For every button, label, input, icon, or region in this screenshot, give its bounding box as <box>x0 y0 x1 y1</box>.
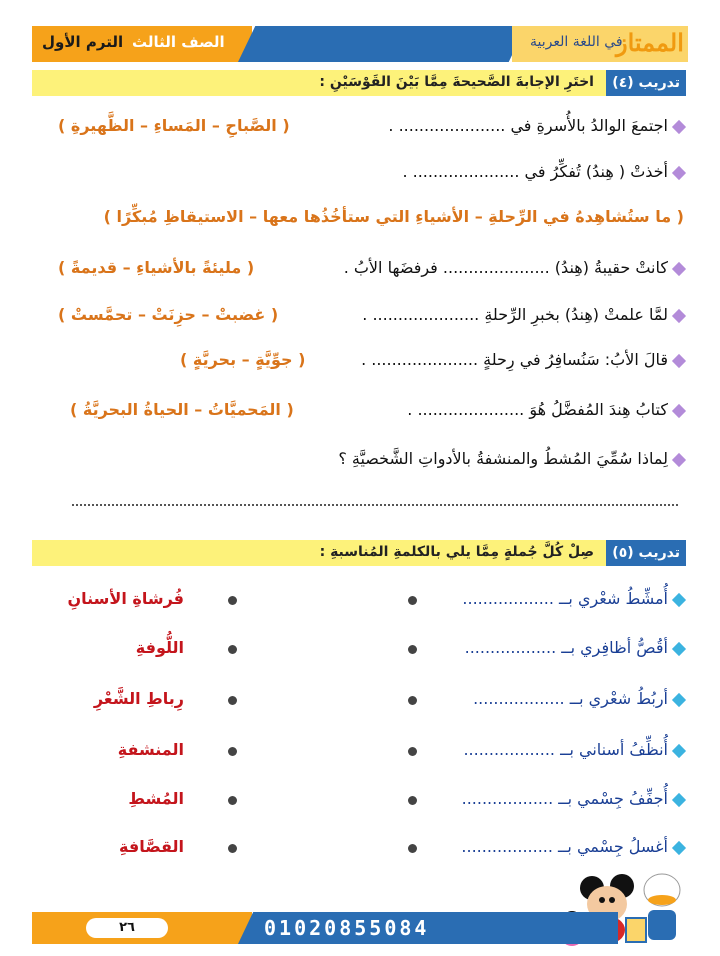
matching-sentence: أغسلُ جِسْمي بــ .................. <box>461 837 668 856</box>
answer-options: ( الصَّباحِ – المَساءِ – الظَّهيرةِ ) <box>58 116 290 135</box>
header-logo: الممتاز <box>616 28 684 57</box>
exercise4-item <box>30 447 684 475</box>
diamond-bullet-icon <box>672 120 686 134</box>
match-point[interactable] <box>408 696 417 705</box>
exercise5-tag: تدريب (٥) <box>606 540 686 566</box>
exercise4-item <box>30 114 684 142</box>
diamond-bullet-icon <box>672 404 686 418</box>
question-text: لمَّا علمتْ (هِندُ) بخبرِ الرِّحلةِ ..................... . <box>362 305 668 324</box>
match-point[interactable] <box>408 596 417 605</box>
diamond-bullet-icon <box>672 744 686 758</box>
matching-row <box>30 586 684 616</box>
diamond-bullet-icon <box>672 793 686 807</box>
header-subject: في اللغة العربية <box>530 34 623 50</box>
match-point[interactable] <box>228 596 237 605</box>
matching-answer: المنشفةِ <box>117 740 184 759</box>
matching-sentence: أُنظِّفُ أسناني بــ .................. <box>463 740 668 759</box>
exercise5-title: صِلْ كُلَّ جُملةٍ مِمَّا يلي بالكلمةِ المُناسبةِ : <box>319 544 594 560</box>
matching-sentence: أُجفِّفُ جِسْمي بــ .................. <box>461 789 668 808</box>
question-text: كتابُ هِندَ المُفضَّلُ هُوَ ..................... . <box>407 400 668 419</box>
exercise4-item <box>30 303 684 331</box>
match-point[interactable] <box>228 747 237 756</box>
match-point[interactable] <box>408 796 417 805</box>
page-footer <box>32 912 688 944</box>
exercise4-tag: تدريب (٤) <box>606 70 686 96</box>
match-point[interactable] <box>408 645 417 654</box>
diamond-bullet-icon <box>672 262 686 276</box>
matching-row <box>30 686 684 716</box>
page-header <box>32 26 688 62</box>
match-point[interactable] <box>228 696 237 705</box>
header-blue-band <box>238 26 526 62</box>
answer-options: ( جوِّيَّةٍ – بحريَّةٍ ) <box>180 350 306 369</box>
diamond-bullet-icon <box>672 166 686 180</box>
exercise5-heading <box>32 540 686 566</box>
diamond-bullet-icon <box>672 841 686 855</box>
question-text: كانتْ حقيبةُ (هِندُ) ..................... فرفضَها الأبُ . <box>343 258 668 277</box>
answer-options: ( غضبتْ – حزِنَتْ – تحمَّستْ ) <box>58 305 279 324</box>
page-number: ٢٦ <box>86 918 168 938</box>
answer-options: ( المَحميَّاتُ – الحياةُ البحريَّةُ ) <box>70 400 294 419</box>
matching-answer: فُرشاةِ الأسنانِ <box>67 589 184 608</box>
exercise4-item <box>30 398 684 426</box>
diamond-bullet-icon <box>672 453 686 467</box>
matching-answer: اللُّوفةِ <box>135 638 184 657</box>
match-point[interactable] <box>228 844 237 853</box>
diamond-bullet-icon <box>672 693 686 707</box>
phone-number: 01020855084 <box>264 916 430 940</box>
exercise4-item <box>30 256 684 284</box>
matching-answer: القصَّافةِ <box>119 837 184 856</box>
question-text: لِماذا سُمِّيَ المُشطُ والمنشفةُ بالأدواتِ الشَّخصيَّةِ ؟ <box>338 449 668 468</box>
diamond-bullet-icon <box>672 593 686 607</box>
question-text: أخذتْ ( هِندُ) تُفكِّرُ في ..................... . <box>402 162 668 181</box>
matching-row <box>30 737 684 767</box>
question-text: اجتمعَ الوالدُ بالأُسرةِ في ..................... . <box>388 116 668 135</box>
answer-options: ( ما ستُشاهِدهُ في الرِّحلةِ – الأشياءِ التي ستأخُذُها معها – الاستيقاظِ مُبكِّرًا ) <box>103 207 684 226</box>
exercise4-heading <box>32 70 686 96</box>
match-point[interactable] <box>408 844 417 853</box>
diamond-bullet-icon <box>672 642 686 656</box>
header-term: الترم الأول <box>42 33 124 51</box>
matching-answer: المُشطِ <box>128 789 184 808</box>
header-grade: الصف الثالث <box>132 33 225 51</box>
match-point[interactable] <box>228 645 237 654</box>
matching-row <box>30 786 684 816</box>
match-point[interactable] <box>228 796 237 805</box>
diamond-bullet-icon <box>672 309 686 323</box>
answer-line[interactable] <box>72 504 678 506</box>
exercise4-item <box>30 160 684 188</box>
diamond-bullet-icon <box>672 354 686 368</box>
matching-sentence: أقُصُّ أظافِري بــ .................. <box>464 638 668 657</box>
matching-sentence: أربُطُ شعْري بــ .................. <box>473 689 668 708</box>
exercise4-title: اختَرِ الإجابةَ الصَّحيحةَ مِمَّا بَيْنَ القَوْسَيْنِ : <box>319 74 594 90</box>
match-point[interactable] <box>408 747 417 756</box>
answer-options: ( مليئةً بالأشياءِ – قديمةً ) <box>58 258 255 277</box>
matching-sentence: أُمشِّطُ شعْري بــ .................. <box>462 589 668 608</box>
matching-row <box>30 635 684 665</box>
exercise4-item <box>30 348 684 376</box>
question-text: قالَ الأبُ: سَنُسافِرُ في رِحلةٍ ..................... . <box>361 350 668 369</box>
matching-answer: رِباطِ الشَّعْرِ <box>93 689 184 708</box>
